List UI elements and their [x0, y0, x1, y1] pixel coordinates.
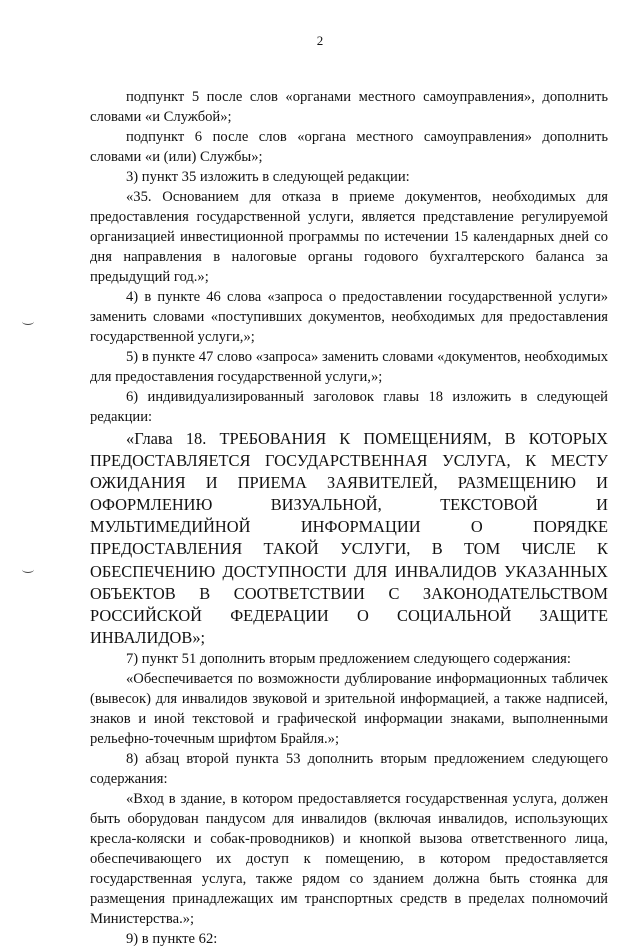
margin-mark [22, 566, 34, 573]
paragraph-item-5: 5) в пункте 47 слово «запроса» заменить словами «документов, необходимых для предоставления государственной услуги,»; [90, 349, 608, 385]
page-number: 2 [316, 33, 324, 48]
paragraph-item-4: 4) в пункте 46 слова «запроса о предоставлении государственной услуги» заменить словами «поступивших документов, необходимых для предоставления государственной услуги,»; [90, 289, 608, 345]
document-body [90, 87, 608, 949]
paragraph-entrance: «Вход в здание, в котором предоставляется государственная услуга, должен быть оборудован пандусом для инвалидов (включая инвалидов, использующих кресла-коляски и собак-проводников) и кнопкой вызова ответственного лица, обеспечивающего их доступ к помещению, в котором предоставляется государственная услуга, также рядом со зданием должна быть стоянка для размещения принадлежащих им транспортных средств в пределах полномочий Министерства.»; [90, 790, 608, 927]
paragraph-item-8: 8) абзац второй пункта 53 дополнить вторым предложением следующего содержания: [90, 750, 608, 787]
paragraph-subpoint-6: подпункт 6 после слов «органа местного самоуправления» дополнить словами «и (или) Службы»; [90, 129, 608, 165]
paragraph-subpoint-5: подпункт 5 после слов «органами местного самоуправления», дополнить словами «и Службой»; [90, 89, 608, 125]
paragraph-braille: «Обеспечивается по возможности дублирование информационных табличек (вывесок) для инвалидов звуковой и зрительной информацией, а также надписей, знаков и иной текстовой и графической информации знаками, выполненными рельефно-точечным шрифтом Брайля.»; [90, 670, 608, 747]
chapter-18-heading: «Глава 18. ТРЕБОВАНИЯ К ПОМЕЩЕНИЯМ, В КОТОРЫХ ПРЕДОСТАВЛЯЕТСЯ ГОСУДАРСТВЕННАЯ УСЛУГА, К МЕСТУ ОЖИДАНИЯ И ПРИЕМА ЗАЯВИТЕЛЕЙ, РАЗМЕЩЕНИЮ И ОФОРМЛЕНИЮ ВИЗУАЛЬНОЙ, ТЕКСТОВОЙ И МУЛЬТИМЕДИЙНОЙ ИНФОРМАЦИИ О ПОРЯДКЕ ПРЕДОСТАВЛЕНИЯ ТАКОЙ УСЛУГИ, В ТОМ ЧИСЛЕ К ОБЕСПЕЧЕНИЮ ДОСТУПНОСТИ ДЛЯ ИНВАЛИДОВ УКАЗАННЫХ ОБЪЕКТОВ В СООТВЕТСТВИИ С ЗАКОНОДАТЕЛЬСТВОМ РОССИЙСКОЙ ФЕДЕРАЦИИ О СОЦИАЛЬНОЙ ЗАЩИТЕ ИНВАЛИДОВ»; [90, 429, 608, 647]
margin-mark [22, 318, 34, 325]
paragraph-item-6: 6) индивидуализированный заголовок главы 18 изложить в следующей редакции: [90, 389, 608, 425]
paragraph-item-7: 7) пункт 51 дополнить вторым предложением следующего содержания: [126, 650, 571, 667]
paragraph-item-9: 9) в пункте 62: [126, 930, 218, 947]
paragraph-point-35: «35. Основанием для отказа в приеме документов, необходимых для предоставления государственной услуги, является представление регулируемой организацией инвестиционной программы по истечении 15 календарных дней со дня направления в налоговые органы годового бухгалтерского баланса за предыдущий год.»; [90, 189, 608, 285]
paragraph-item-3: 3) пункт 35 изложить в следующей редакции: [126, 169, 410, 185]
